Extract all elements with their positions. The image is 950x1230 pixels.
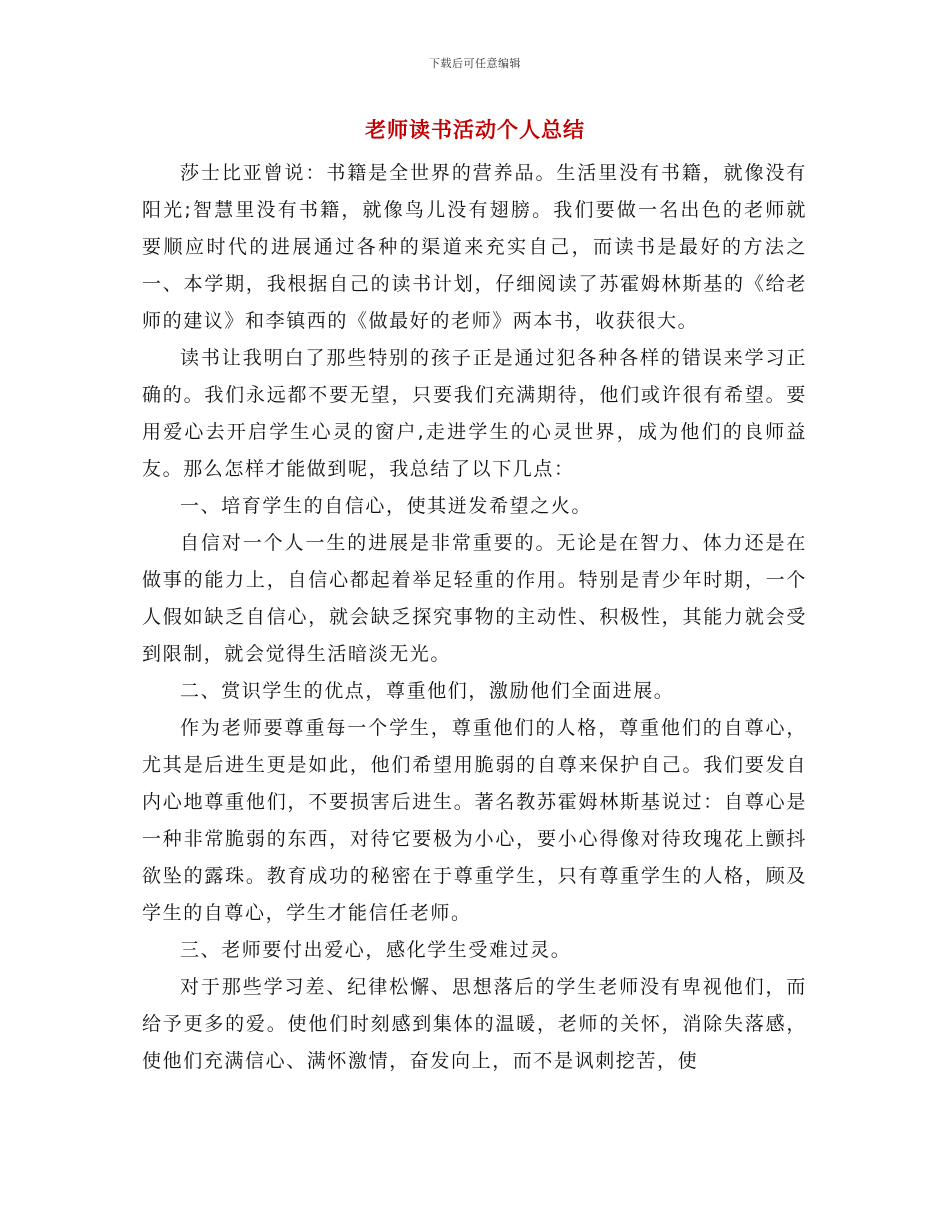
paragraph-reading-insight: 读书让我明白了那些特别的孩子正是通过犯各种各样的错误来学习正确的。我们永远都不要无望，只要我们充满期待，他们或许很有希望。要用爱心去开启学生心灵的窗户,走进学生的心灵世界，成为他们的良师益友。那么怎样才能做到呢，我总结了以下几点： xyxy=(142,347,807,480)
paragraph-confidence: 自信对一个人一生的进展是非常重要的。无论是在智力、体力还是在做事的能力上，自信心都起着举足轻重的作用。特别是青少年时期，一个人假如缺乏自信心，就会缺乏探究事物的主动性、积极性，其能力就会受到限制，就会觉得生活暗淡无光。 xyxy=(142,532,807,665)
paragraph-respect: 作为老师要尊重每一个学生，尊重他们的人格，尊重他们的自尊心，尤其是后进生更是如此，他们希望用脆弱的自尊来保护自己。我们要发自内心地尊重他们，不要损害后进生。著名教苏霍姆林斯基说过：自尊心是一种非常脆弱的东西，对待它要极为小心，要小心得像对待玫瑰花上颤抖欲坠的露珠。教育成功的秘密在于尊重学生，只有尊重学生的人格，顾及学生的自尊心，学生才能信任老师。 xyxy=(142,717,807,924)
document-body xyxy=(142,155,807,1080)
paragraph-intro: 莎士比亚曾说：书籍是全世界的营养品。生活里没有书籍，就像没有阳光;智慧里没有书籍，就像鸟儿没有翅膀。我们要做一名出色的老师就要顺应时代的进展通过各种的渠道来充实自己，而读书是最好的方法之一、本学期，我根据自己的读书计划，仔细阅读了苏霍姆林斯基的《给老师的建议》和李镇西的《做最好的老师》两本书，收获很大。 xyxy=(142,162,807,332)
section-heading-1: 一、培育学生的自信心，使其迸发希望之火。 xyxy=(180,495,593,517)
section-heading-2: 二、赏识学生的优点，尊重他们，激励他们全面进展。 xyxy=(180,680,675,702)
paragraph-love: 对于那些学习差、纪律松懈、思想落后的学生老师没有卑视他们，而给予更多的爱。使他们时刻感到集体的温暖，老师的关怀，消除失落感，使他们充满信心、满怀激情，奋发向上，而不是讽刺挖苦，使 xyxy=(142,976,807,1072)
document-title: 老师读书活动个人总结 xyxy=(365,118,585,142)
section-heading-3: 三、老师要付出爱心，感化学生受难过灵。 xyxy=(180,939,572,961)
header-note: 下载后可任意编辑 xyxy=(429,57,521,70)
